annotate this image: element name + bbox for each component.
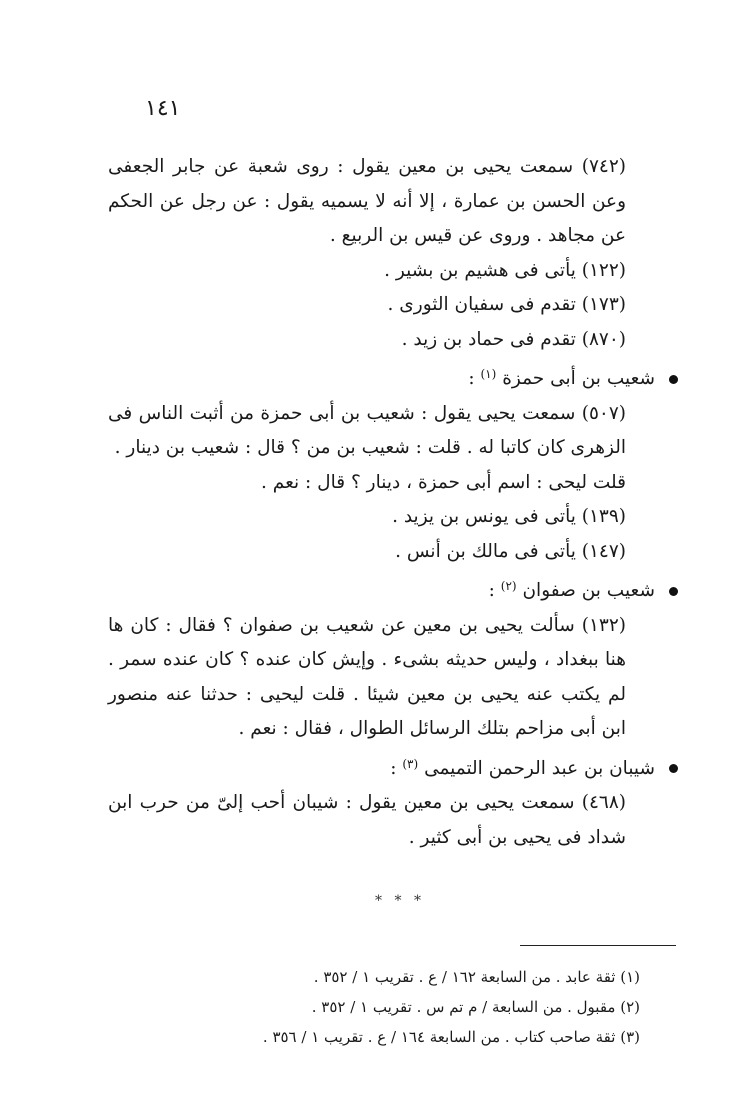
footnote-ref-3: (٣) [402, 756, 419, 771]
crossref-173: (١٧٣) تقدم فى سفيان الثورى . [387, 294, 626, 315]
heading-colon: : [390, 757, 403, 779]
section-heading-shuayb-safwan [108, 569, 678, 609]
entry-132: (١٣٢) سألت يحيى بن معين عن شعيب بن صفوان ؟ فقال : كان ها هنا ببغداد ، وليس حديثه بشىء . وإيش كان عنده ؟ كان عنده سمر . لم يكتب عنه يحيى بن معين شيئا . قلت ليحيى : حدثنا عنه منصور ابن أبى مزاحم بتلك الرسائل الطوال ، فقال : نعم . [108, 614, 626, 739]
entry-468: (٤٦٨) سمعت يحيى بن معين يقول : شيبان أحب إلىّ من حرب ابن شداد فى يحيى بن أبى كثير . [108, 792, 626, 848]
main-text [108, 150, 678, 855]
entry-742: (٧٤٢) سمعت يحيى بن معين يقول : روى شعبة عن جابر الجعفى وعن الحسن بن عمارة ، إلا أنه لا يسميه يقول : عن رجل عن الحكم عن مجاهد . وروى عن قيس بن الربيع . [108, 156, 626, 246]
heading-text: شعيب بن أبى حمزة [502, 368, 655, 389]
footnote-3: (٣) ثقة صاحب كتاب . من السابعة ١٦٤ / ع . تقريب ١ / ٣٥٦ . [262, 1028, 640, 1046]
page-number: ١٤١ [145, 96, 181, 121]
footnote-1: (١) ثقة عابد . من السابعة ١٦٢ / ع . تقريب ١ / ٣٥٢ . [313, 968, 640, 986]
bullet-icon [669, 764, 678, 773]
section-heading-shayban [108, 747, 678, 787]
footnote-ref-1: (١) [480, 367, 497, 381]
crossref-147: (١٤٧) يأتى فى مالك بن أنس . [395, 540, 626, 562]
heading-colon: : [488, 580, 501, 601]
bullet-icon [669, 375, 678, 384]
entry-question: قلت ليحى : اسم أبى حمزة ، دينار ؟ قال : نعم . [261, 471, 626, 493]
section-heading-shuayb-abi-hamza [108, 357, 678, 397]
crossref-870: (٨٧٠) تقدم فى حماد بن زيد . [401, 328, 626, 350]
bullet-icon [669, 587, 678, 596]
heading-text: شيبان بن عبد الرحمن التميمى [424, 757, 655, 779]
footnote-ref-2: (٢) [500, 579, 517, 593]
footnote-2: (٢) مقبول . من السابعة / م تم س . تقريب ١ / ٣٥٢ . [311, 998, 640, 1016]
heading-colon: : [468, 368, 481, 389]
heading-text: شعيب بن صفوان [522, 580, 655, 601]
footnotes [160, 962, 640, 1052]
crossref-139: (١٣٩) يأتى فى يونس بن يزيد . [392, 506, 626, 527]
crossref-122: (١٢٢) يأتى فى هشيم بن بشير . [384, 259, 626, 281]
section-separator: * * * [375, 893, 425, 909]
entry-507: (٥٠٧) سمعت يحيى يقول : شعيب بن أبى حمزة من أثبت الناس فى الزهرى كان كاتبا له . قلت : شعيب بن من ؟ قال : شعيب بن دينار . [108, 402, 626, 458]
footnote-rule [520, 945, 676, 946]
